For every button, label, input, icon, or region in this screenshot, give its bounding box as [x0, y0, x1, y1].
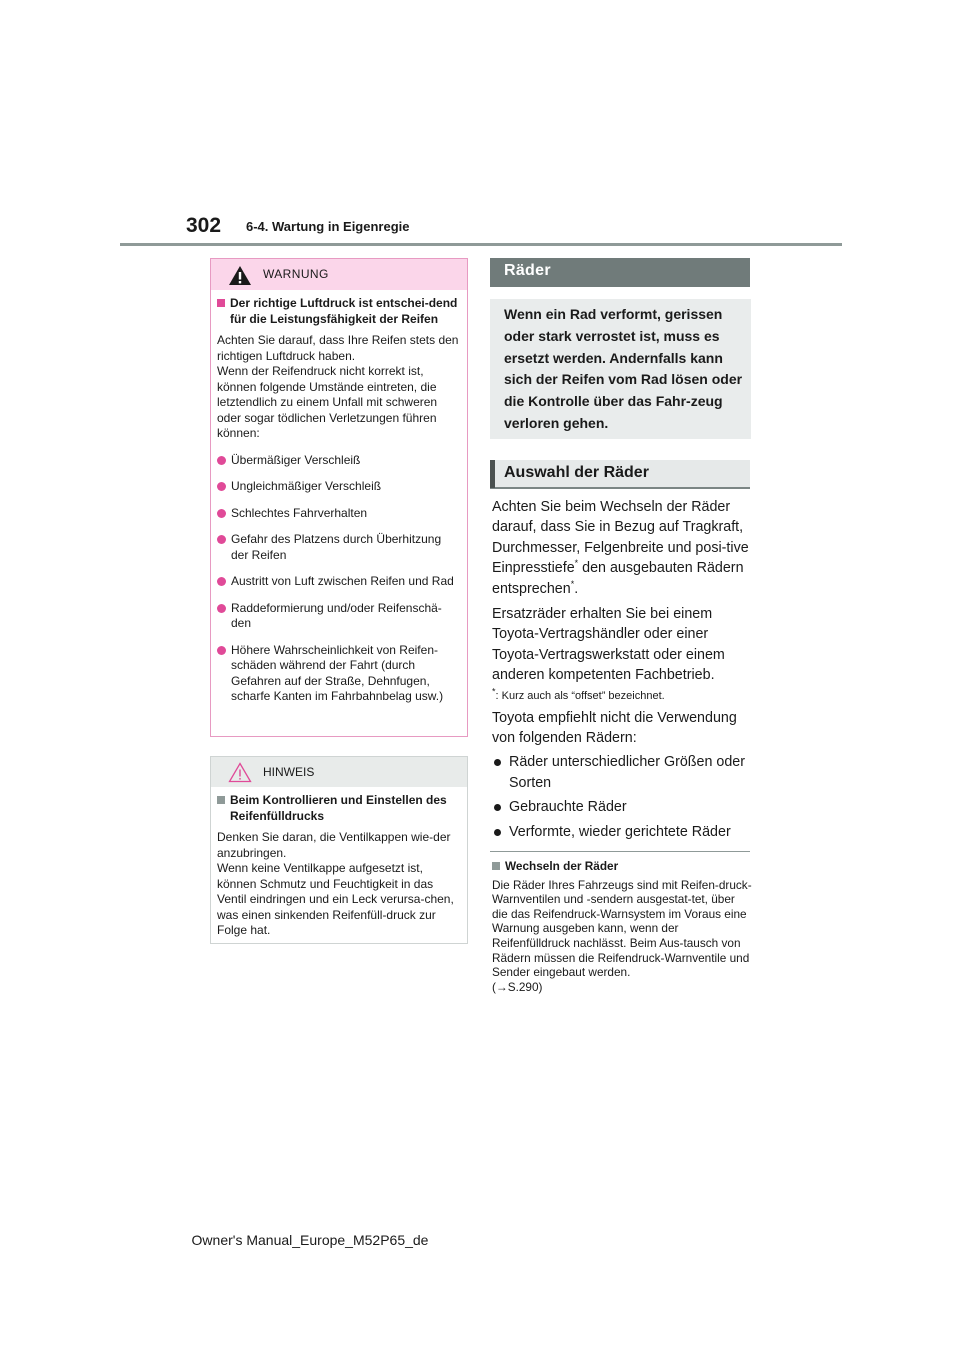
- note-header: [211, 757, 467, 787]
- note-text-1: Denken Sie daran, die Ventilkappen wie-der anzubringen.: [217, 830, 451, 860]
- subsection-marker: [490, 460, 495, 488]
- warning-intro-2: Wenn der Reifendruck nicht korrekt ist, können folgende Umstände eintreten, die letztendlich zu einem Unfall mit schweren oder sogar tödlichen Verletzungen führen können:: [217, 364, 438, 440]
- section-heading-text: Räder: [504, 262, 551, 279]
- warning-list-item: Ungleichmäßiger Verschleiß: [217, 479, 461, 495]
- list-item: Verformte, wieder gerichtete Räder: [492, 822, 754, 842]
- list-item: Räder unterschiedlicher Größen oder Sorten: [492, 752, 754, 793]
- warning-intro-1: Achten Sie darauf, dass Ihre Reifen stets den richtigen Luftdruck haben.: [217, 333, 459, 363]
- footnote: *: Kurz auch als “offset” bezeichnet.: [492, 686, 665, 702]
- subsection-heading-text: Auswahl der Räder: [504, 464, 649, 481]
- warning-list-item: Raddeformierung und/oder Reifenschä-den: [217, 601, 461, 632]
- footnote-marker: *: [570, 578, 575, 589]
- section-title: 6-4. Wartung in Eigenregie: [246, 219, 410, 234]
- wheel-change-block: [492, 857, 752, 994]
- note-title: HINWEIS: [263, 765, 315, 779]
- paragraph-spare-wheels: Ersatzräder erhalten Sie bei einem Toyota-Vertragshändler oder einer Toyota-Vertragswerkstatt oder einem anderen kompetenten Fachbetrieb.: [492, 606, 725, 684]
- wheel-change-heading: Wechseln der Räder: [492, 859, 752, 874]
- warning-triangle-icon: [228, 265, 252, 286]
- note-text-2: Wenn keine Ventilkappe aufgesetzt ist, können Schmutz und Feuchtigkeit in das Ventil eindringen und ein Leck verursa-chen, was einen sinkenden Reifenfüll-druck zur Folge hat.: [217, 861, 454, 937]
- header-divider: [120, 243, 842, 246]
- page-number: 302: [186, 214, 222, 237]
- list-item: Gebrauchte Räder: [492, 797, 754, 817]
- warning-list-item: Austritt von Luft zwischen Reifen und Rad: [217, 574, 461, 590]
- warning-heading: Der richtige Luftdruck ist entschei-dend für die Leistungsfähigkeit der Reifen: [217, 296, 461, 327]
- caution-triangle-icon: [228, 762, 252, 783]
- paragraph-wheel-match: Achten Sie beim Wechseln der Räder darauf, dass Sie in Bezug auf Tragkraft, Durchmesser, Felgenbreite und posi-tive Einpresstiefe* den ausgebauten Rädern entsprechen*.: [492, 499, 749, 597]
- subsection-divider: [490, 851, 750, 852]
- warning-list-item: Gefahr des Platzens durch Überhitzung der Reifen: [217, 532, 461, 563]
- section-heading: [490, 258, 750, 287]
- footer-text: Owner's Manual_Europe_M52P65_de: [191, 1232, 429, 1248]
- warning-header: [211, 259, 467, 290]
- wheel-change-text: Die Räder Ihres Fahrzeugs sind mit Reifen-druck-Warnventilen und -sendern ausgestat-tet, über die das Reifendruck-Warnsystem im Voraus eine Warnung ausgeben kann, wenn der Reifenfülldruck nachlässt. Beim Aus-tausch von Rädern müssen die Reifendruck-Warnventile und Sender eingebaut werden.: [492, 877, 752, 980]
- note-heading: Beim Kontrollieren und Einstellen des Reifenfülldrucks: [217, 793, 461, 824]
- warning-list-item: Höhere Wahrscheinlichkeit von Reifen-schäden während der Fahrt (durch Gefahren auf der Straße, Dehnfugen, scharfe Kanten im Fahrbahnbelag usw.): [217, 643, 461, 705]
- warning-list-item: Schlechtes Fahrverhalten: [217, 506, 461, 522]
- summary-box: Wenn ein Rad verformt, gerissen oder stark verrostet ist, muss es ersetzt werden. Andernfalls kann sich der Reifen vom Rad lösen oder die Kontrolle über das Fahr-zeug verloren gehen.: [490, 299, 751, 439]
- subsection-heading: [490, 460, 750, 489]
- paragraph-recommendation: Toyota empfiehlt nicht die Verwendung von folgenden Rädern:: [492, 709, 737, 747]
- page-reference-link[interactable]: (→S.290): [492, 979, 543, 994]
- main-text: [492, 497, 754, 842]
- warning-list-item: Übermäßiger Verschleiß: [217, 453, 461, 469]
- warning-box: [210, 258, 468, 737]
- footnote-marker: *: [574, 558, 579, 569]
- note-box: [210, 756, 468, 944]
- warning-title: WARNUNG: [263, 267, 329, 281]
